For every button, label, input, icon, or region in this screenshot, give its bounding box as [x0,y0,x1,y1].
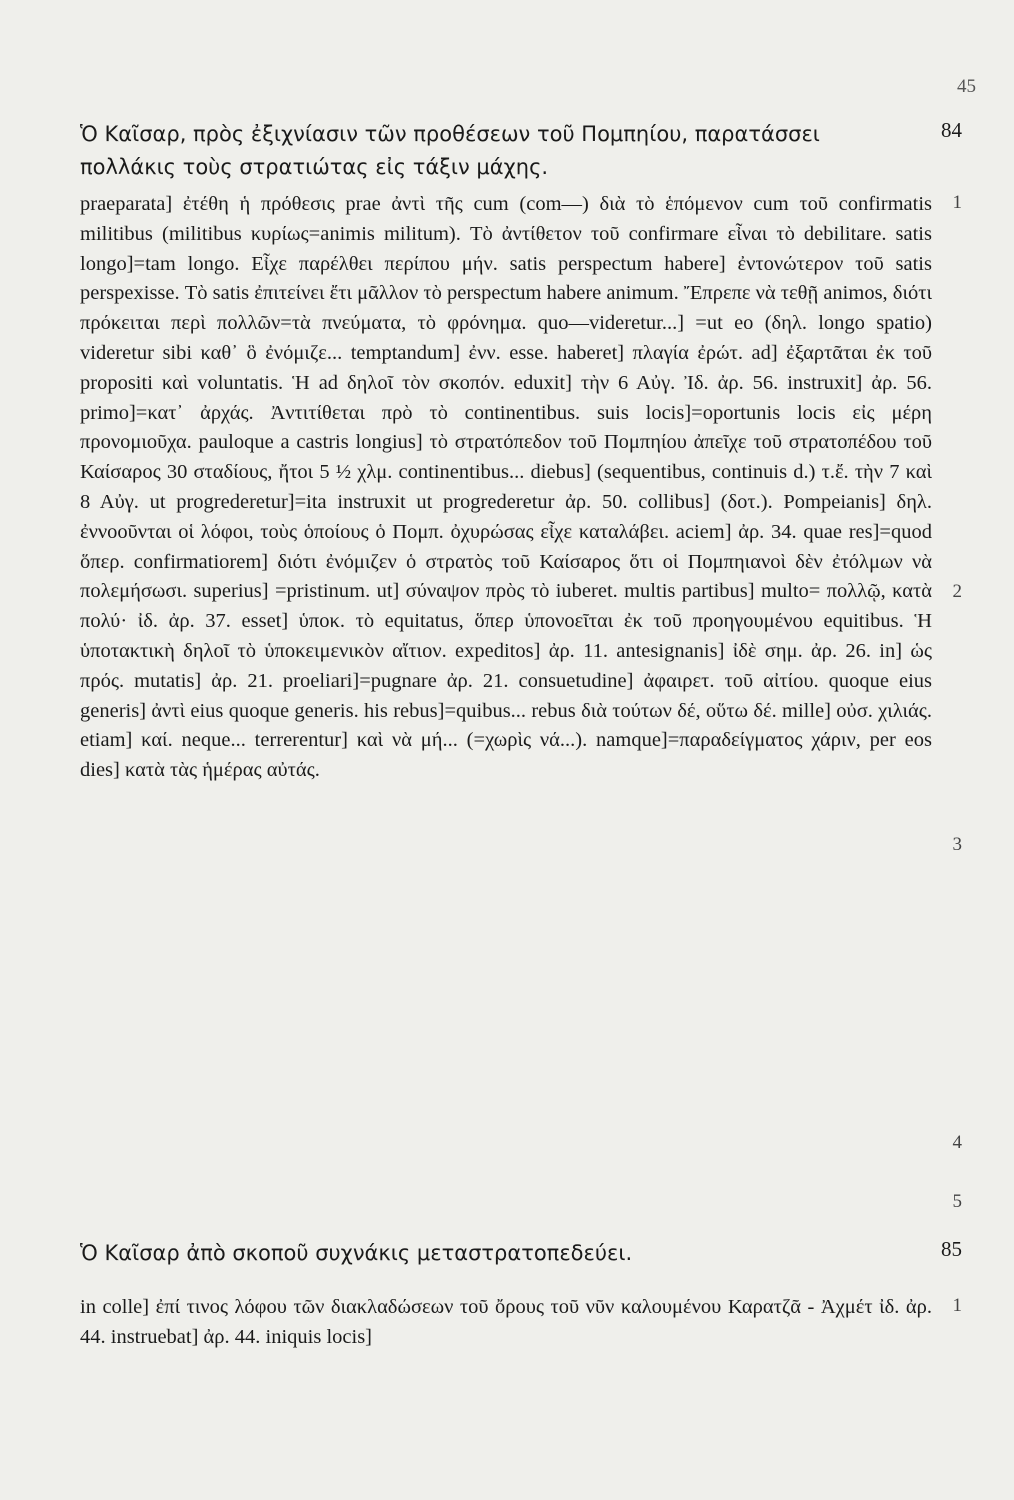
margin-paragraph-number: 1 [952,192,962,213]
section-85-number: 85 [941,1237,962,1261]
section-85-summary: Ὁ Καῖσαρ ἀπὸ σκοποῦ συχνάκις μεταστρατοπεδεύει. [80,1241,633,1265]
section-85-commentary: in colle] ἐπί τινος λόφου τῶν διακλαδώσεων τοῦ ὄρους τοῦ νῦν καλουμένου Καρατζᾶ - Ἀχμέτ ἰδ. ἀρ. 44. instruebat] ἀρ. 44. iniquis locis] [80,1296,932,1348]
page-number: 45 [957,76,976,97]
section-84-number: 84 [941,118,962,142]
margin-paragraph-number: 1 [952,1295,962,1316]
margin-paragraph-number: 5 [952,1191,962,1212]
margin-paragraph-number: 4 [952,1132,962,1153]
section-84-summary: Ὁ Καῖσαρ, πρὸς ἐξιχνίασιν τῶν προθέσεων τοῦ Πομπηίου, παρατάσσει πολλάκις τοὺς στρατιώτας εἰς τάξιν μάχης. [80,122,820,179]
margin-paragraph-number: 3 [952,834,962,855]
margin-paragraph-number: 2 [952,581,962,602]
section-84-commentary: praeparata] ἐτέθη ἡ πρόθεσις prae ἀντὶ τῆς cum (com—) διὰ τὸ ἑπόμενον cum τοῦ confirmatis militibus (militibus κυρίως=animis militum). Τὸ ἀντίθετον τοῦ confirmare εἶναι τὸ debilitare. satis longo]=tam longo. Εἶχε παρέλθει περίπου μήν. satis perspectum habere] ἐντονώτερον τοῦ satis perspexisse. Τὸ satis ἐπιτείνει ἔτι μᾶλλον τὸ perspectum habere animum. Ἔπρεπε νὰ τεθῇ animos, διότι πρόκειται περὶ πολλῶν=τὰ πνεύματα, τὸ φρόνημα. quo—videretur...] =ut eo (δηλ. longo spatio) videretur sibi καθ᾽ ὃ ἐνόμιζε... temptandum] ἐνν. esse. haberet] πλαγία ἐρώτ. ad] ἐξαρτᾶται ἐκ τοῦ propositi καὶ voluntatis. Ἡ ad δηλοῖ τὸν σκοπόν. eduxit] τὴν 6 Αὐγ. Ἰδ. ἀρ. 56. instruxit] ἀρ. 56. primo]=κατ᾽ ἀρχάς. Ἀντιτίθεται πρὸ τὸ continentibus. suis locis]=oportunis locis εἰς μέρη προνομιοῦχα. pauloque a castris longius] τὸ στρατόπεδον τοῦ Πομπηίου ἀπεῖχε τοῦ στρατοπέδου τοῦ Καίσαρος 30 σταδίους, ἤτοι 5 ½ χλμ. continentibus... diebus] (sequentibus, continuis d.) τ.ἔ. τὴν 7 καὶ 8 Αὐγ. ut progrederetur]=ita instruxit ut progrederetur ἀρ. 50. collibus] (δοτ.). Pompeianis] δηλ. ἐννοοῦνται οἱ λόφοι, τοὺς ὁποίους ὁ Πομπ. ὀχυρώσας εἶχε καταλάβει. aciem] ἀρ. 34. quae res]=quod ὅπερ. confirmatiorem] διότι ἐνόμιζεν ὁ στρατὸς τοῦ Καίσαρος ὅτι οἱ Πομπηιανοὶ δὲν ἐτόλμων νὰ πολεμήσωσι. superius] =pristinum. ut] σύναψον πρὸς τὸ iuberet. multis partibus] multo= πολλῷ, κατὰ πολύ· ἰδ. ἀρ. 37. esset] ὑποκ. τὸ equitatus, ὅπερ ὑπονοεῖται ἐκ τοῦ προηγουμένου equitibus. Ἡ ὑποτακτικὴ δηλοῖ τὸ ὑποκειμενικὸν αἴτιον. expeditos] ἀρ. 11. antesignanis] ἰδὲ σημ. ἀρ. 26. in] ὡς πρός. mutatis] ἀρ. 21. proeliari]=pugnare ἀρ. 21. consuetudine] ἀφαιρετ. τοῦ αἰτίου. quoque eius generis] ἀντὶ eius quoque generis. his rebus]=quibus... rebus διὰ τούτων δέ, οὕτω δέ. mille] οὐσ. χιλιάς. etiam] καί. neque... terrerentur] καὶ νὰ μή... (=χωρὶς νά...). namque]=παραδείγματος χάριν, per eos dies] κατὰ τὰς ἡμέρας αὐτάς. [80,193,932,782]
